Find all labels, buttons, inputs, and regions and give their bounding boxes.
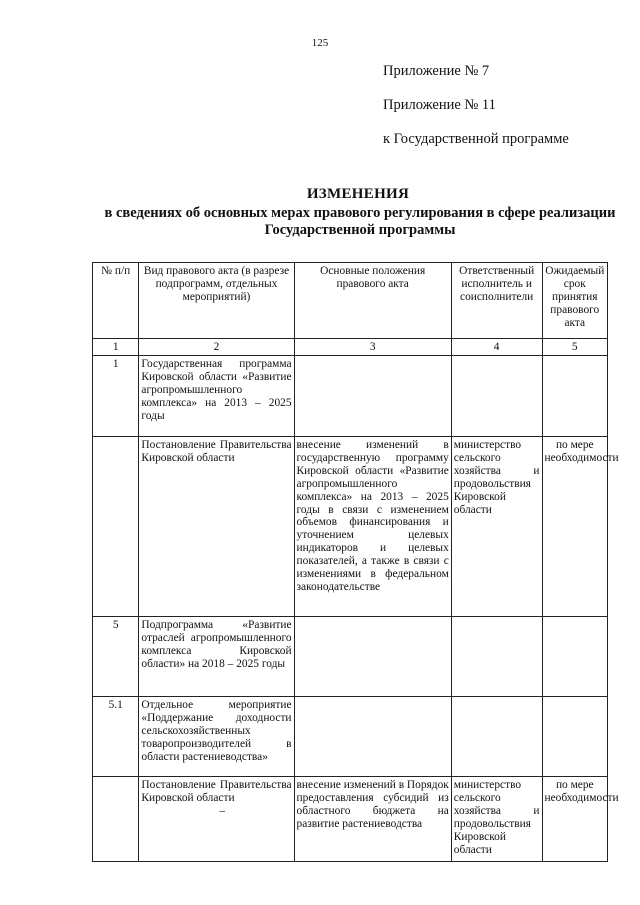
page-number: 125 xyxy=(311,37,329,49)
act-type-cell: Отдельное мероприятие «Поддержание доходности сельскохозяйственных товаропроизводителей в области растениеводства» xyxy=(139,697,294,777)
term-cell: по мере необходимости xyxy=(542,777,607,862)
column-number: 3 xyxy=(294,339,451,356)
column-number: 4 xyxy=(451,339,542,356)
document-subtitle: в сведениях об основных мерах правового регулирования в сфере реализации Государственной программы xyxy=(104,205,616,238)
executor-cell xyxy=(451,697,542,777)
provisions-cell: внесение изменений в государственную программу Кировской области «Развитие агропромышленного комплекса» на 2013 – 2025 годы в связи с изменением объемов финансирования и уточнением целевых индикаторов и целевых показателей, а также в связи с изменениями в федеральном законодательстве xyxy=(294,437,451,617)
header-act-type: Вид правового акта (в разрезе подпрограмм, отдельных мероприятий) xyxy=(139,263,294,339)
executor-cell xyxy=(451,356,542,437)
appendix-line-3: к Государственной программе xyxy=(383,131,569,147)
appendix-line-2: Приложение № 11 xyxy=(383,97,496,113)
provisions-cell: внесение изменений в Порядок предоставления субсидий из областного бюджета на развитие растениеводства xyxy=(294,777,451,862)
table-row xyxy=(93,697,608,777)
table-row xyxy=(93,777,608,862)
row-number: 5.1 xyxy=(93,697,139,777)
act-type-cell: Постановление Правительства Кировской области xyxy=(139,437,294,617)
act-type-cell: Государственная программа Кировской области «Развитие агропромышленного комплекса» на 2013 – 2025 годы xyxy=(139,356,294,437)
row-number: 1 xyxy=(93,356,139,437)
header-executor: Ответственный исполнитель и соисполнители xyxy=(451,263,542,339)
term-cell xyxy=(542,617,607,697)
table-header-row xyxy=(93,263,608,339)
row-number xyxy=(93,437,139,617)
document-title: ИЗМЕНЕНИЯ xyxy=(306,186,410,202)
act-type-cell xyxy=(139,777,294,862)
executor-cell: министерство сельского хозяйства и продовольствия Кировской области xyxy=(451,777,542,862)
row-number xyxy=(93,777,139,862)
act-type-text: Постановление Правительства Кировской области xyxy=(141,779,292,804)
term-cell xyxy=(542,697,607,777)
executor-cell xyxy=(451,617,542,697)
table-row xyxy=(93,617,608,697)
term-cell: по мере необходимости xyxy=(542,437,607,617)
act-type-cell: Подпрограмма «Развитие отраслей агропромышленного комплекса Кировской области» на 2018 – 2025 годы xyxy=(139,617,294,697)
measures-table xyxy=(92,262,619,862)
provisions-cell xyxy=(294,697,451,777)
term-cell xyxy=(542,356,607,437)
column-number-row xyxy=(93,339,608,356)
act-type-mark: – xyxy=(219,804,226,817)
header-term: Ожидаемый срок принятия правового акта xyxy=(542,263,607,339)
header-number: № п/п xyxy=(93,263,139,339)
executor-cell: министерство сельского хозяйства и продовольствия Кировской области xyxy=(451,437,542,617)
appendix-line-1: Приложение № 7 xyxy=(383,63,490,79)
table-row xyxy=(93,356,608,437)
column-number: 1 xyxy=(93,339,139,356)
header-provisions: Основные положения правового акта xyxy=(294,263,451,339)
provisions-cell xyxy=(294,356,451,437)
column-number: 2 xyxy=(139,339,294,356)
row-number: 5 xyxy=(93,617,139,697)
column-number: 5 xyxy=(542,339,607,356)
provisions-cell xyxy=(294,617,451,697)
table-row xyxy=(93,437,608,617)
